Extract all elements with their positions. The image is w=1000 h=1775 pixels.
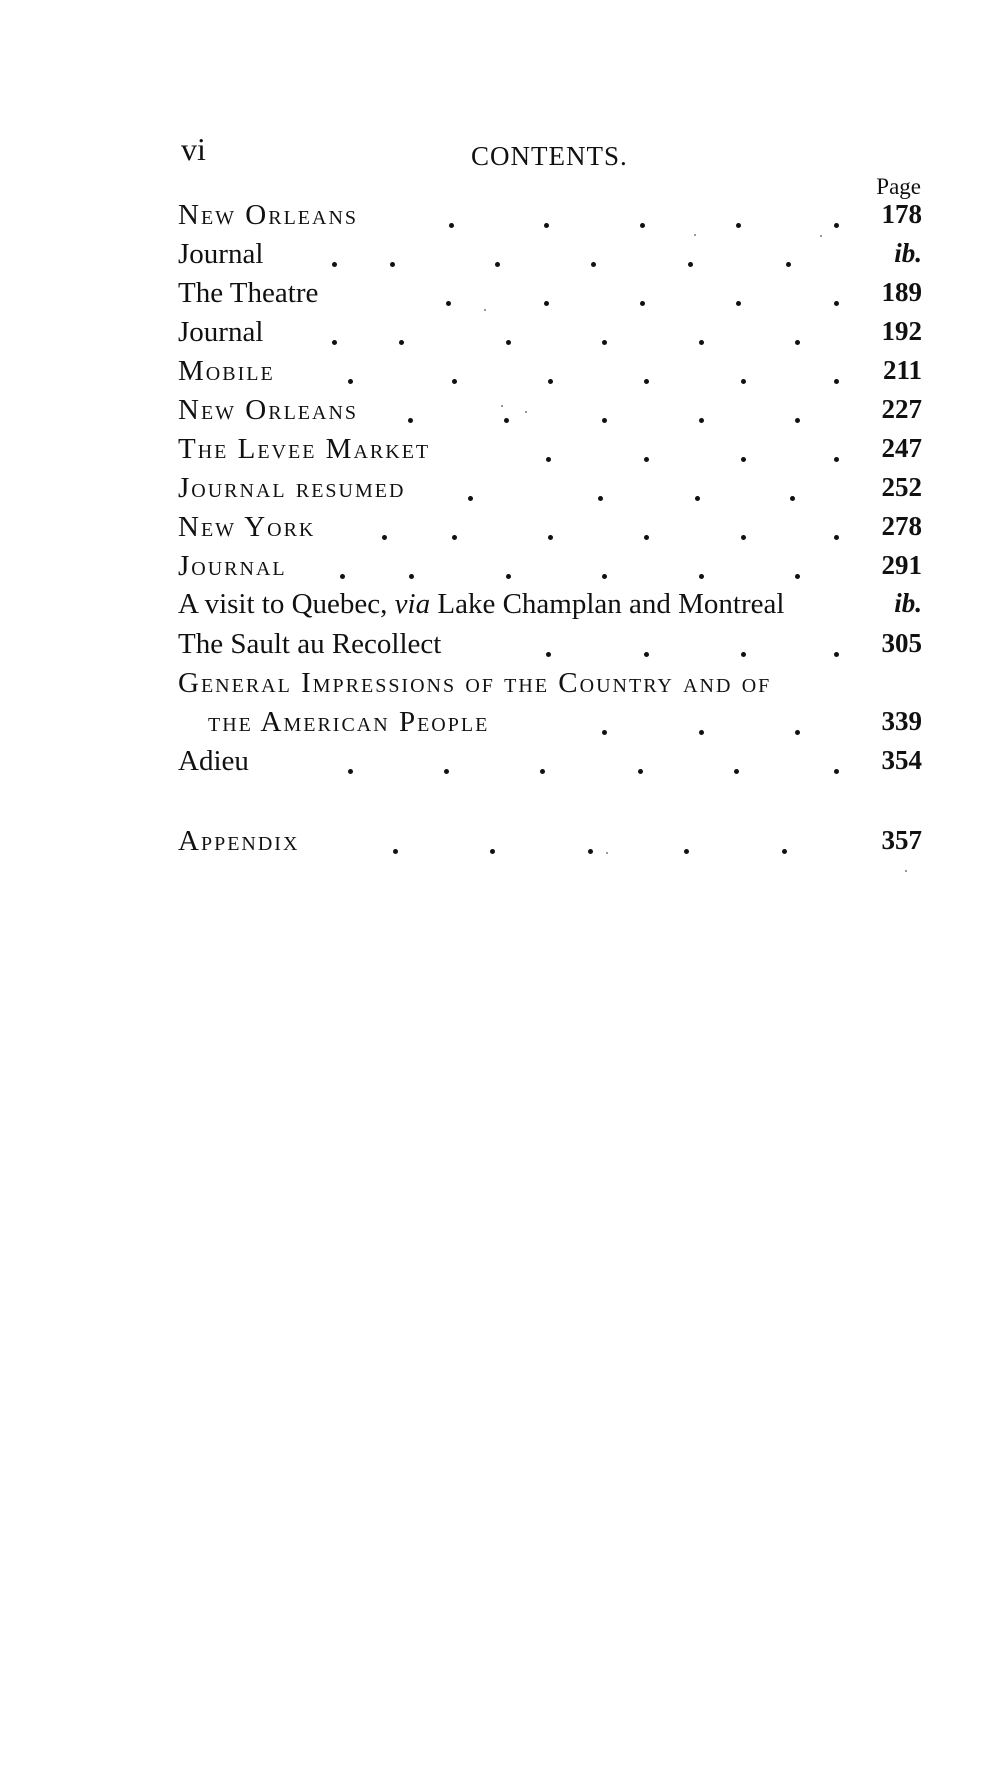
toc-entry xyxy=(178,708,922,746)
leader-dot xyxy=(544,301,549,306)
toc-entry-title: Journal xyxy=(178,316,264,348)
leader-dot xyxy=(446,301,451,306)
leader-dot xyxy=(834,457,839,462)
toc-entry-title: Adieu xyxy=(178,745,249,777)
scan-speck xyxy=(905,870,907,872)
leader-dot xyxy=(834,301,839,306)
leader-dot xyxy=(782,849,787,854)
leader-dot xyxy=(699,730,704,735)
leader-dot xyxy=(602,418,607,423)
leader-dot xyxy=(602,730,607,735)
leader-dot xyxy=(834,535,839,540)
toc-entry-title: New Orleans xyxy=(178,199,359,231)
leader-dot xyxy=(741,535,746,540)
toc-entry-page: 189 xyxy=(881,277,922,307)
leader-dot xyxy=(602,574,607,579)
toc-entry-page: 227 xyxy=(881,394,922,424)
leader-dot xyxy=(688,262,693,267)
scan-speck xyxy=(820,235,822,237)
toc-entry xyxy=(178,279,922,317)
leader-dot xyxy=(638,769,643,774)
leader-dot xyxy=(546,652,551,657)
leader-dot xyxy=(548,379,553,384)
leader-dot xyxy=(546,457,551,462)
leader-dot xyxy=(340,574,345,579)
toc-entry xyxy=(178,240,922,278)
leader-dot xyxy=(393,849,398,854)
toc-entry-page: 178 xyxy=(881,199,922,229)
leader-dot xyxy=(591,262,596,267)
leader-dot xyxy=(640,223,645,228)
leader-dot xyxy=(734,769,739,774)
leader-dot xyxy=(786,262,791,267)
toc-entry xyxy=(178,630,922,668)
leader-dot xyxy=(598,496,603,501)
leader-dot xyxy=(449,223,454,228)
leader-dot xyxy=(444,769,449,774)
leader-dot xyxy=(382,535,387,540)
leader-dot xyxy=(644,535,649,540)
leader-dot xyxy=(790,496,795,501)
toc-entry xyxy=(178,396,922,434)
leader-dot xyxy=(348,379,353,384)
leader-dot xyxy=(795,730,800,735)
toc-entry-title: Journal resumed xyxy=(178,472,406,504)
leader-dot xyxy=(699,574,704,579)
toc-entry-page: 252 xyxy=(881,472,922,502)
toc-entry-title: Journal xyxy=(178,238,264,270)
toc-entry xyxy=(178,747,922,785)
leader-dot xyxy=(741,652,746,657)
toc-entry xyxy=(178,552,922,590)
leader-dot xyxy=(684,849,689,854)
leader-dot xyxy=(468,496,473,501)
scan-speck xyxy=(694,234,696,236)
leader-dot xyxy=(834,223,839,228)
toc-entry-page: 278 xyxy=(881,511,922,541)
running-head: CONTENTS. xyxy=(471,141,628,171)
leader-dot xyxy=(408,418,413,423)
leader-dot xyxy=(495,262,500,267)
scan-speck xyxy=(501,405,503,407)
toc-entry-page: 247 xyxy=(881,433,922,463)
leader-dot xyxy=(332,340,337,345)
leader-dot xyxy=(834,769,839,774)
toc-entry-page: 192 xyxy=(881,316,922,346)
toc-entry-page: 357 xyxy=(881,825,922,855)
toc-entry xyxy=(178,318,922,356)
leader-dot xyxy=(644,379,649,384)
leader-dot xyxy=(452,535,457,540)
leader-dot xyxy=(348,769,353,774)
leader-dot xyxy=(602,340,607,345)
leader-dot xyxy=(795,340,800,345)
toc-entry-page: ib. xyxy=(894,588,922,618)
toc-entry-title: Appendix xyxy=(178,825,300,857)
leader-dot xyxy=(699,340,704,345)
leader-dot xyxy=(332,262,337,267)
leader-dot xyxy=(540,769,545,774)
toc-entry-title: General Impressions of the Country and of xyxy=(178,667,772,699)
page-column-label: Page xyxy=(876,174,921,199)
toc-entry-title: A visit to Quebec, via Lake Champlan and Montreal xyxy=(178,588,785,620)
toc-entry-page: 211 xyxy=(882,355,922,385)
toc-entry xyxy=(178,590,922,628)
leader-dot xyxy=(834,652,839,657)
leader-dot xyxy=(644,457,649,462)
toc-entry-page: 354 xyxy=(881,745,922,775)
leader-dot xyxy=(695,496,700,501)
leader-dot xyxy=(640,301,645,306)
leader-dot xyxy=(399,340,404,345)
toc-entry-title: the American People xyxy=(208,706,490,738)
toc-entry-page: ib. xyxy=(894,238,922,268)
leader-dot xyxy=(736,301,741,306)
leader-dot xyxy=(490,849,495,854)
leader-dot xyxy=(390,262,395,267)
leader-dot xyxy=(736,223,741,228)
leader-dot xyxy=(506,340,511,345)
leader-dot xyxy=(834,379,839,384)
toc-entry-title: Mobile xyxy=(178,355,275,387)
scan-speck xyxy=(525,411,527,413)
scan-speck xyxy=(606,852,608,854)
scan-speck xyxy=(484,309,486,311)
toc-entry-title: New Orleans xyxy=(178,394,359,426)
leader-dot xyxy=(544,223,549,228)
leader-dot xyxy=(548,535,553,540)
toc-entry xyxy=(178,669,922,707)
page-number: vi xyxy=(181,131,206,167)
leader-dot xyxy=(795,574,800,579)
leader-dot xyxy=(504,418,509,423)
leader-dot xyxy=(741,379,746,384)
leader-dot xyxy=(644,652,649,657)
leader-dot xyxy=(741,457,746,462)
leader-dot xyxy=(795,418,800,423)
leader-dot xyxy=(506,574,511,579)
toc-entry-page: 339 xyxy=(881,706,922,736)
toc-entry-title: Journal xyxy=(178,550,287,582)
toc-entry-title: New York xyxy=(178,511,316,543)
toc-entry-page: 291 xyxy=(881,550,922,580)
leader-dot xyxy=(588,849,593,854)
toc-entry xyxy=(178,357,922,395)
toc-entry xyxy=(178,513,922,551)
toc-entry xyxy=(178,435,922,473)
toc-entry-title: The Sault au Recollect xyxy=(178,628,442,660)
toc-entry xyxy=(178,474,922,512)
toc-entry xyxy=(178,827,922,865)
toc-entry-title: The Levee Market xyxy=(178,433,431,465)
toc-entry-title: The Theatre xyxy=(178,277,319,309)
toc-entry-page: 305 xyxy=(881,628,922,658)
leader-dot xyxy=(452,379,457,384)
leader-dot xyxy=(699,418,704,423)
toc-entry xyxy=(178,201,922,239)
leader-dot xyxy=(409,574,414,579)
